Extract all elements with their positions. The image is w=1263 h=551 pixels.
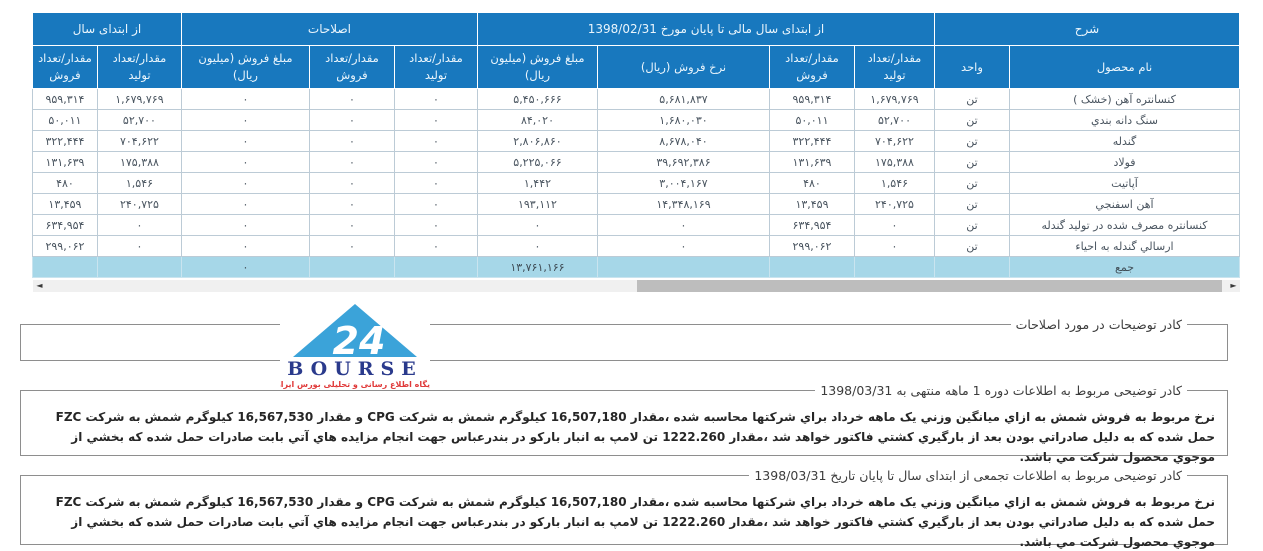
value-cell: ۶۳۴,۹۵۴ [769,215,854,236]
value-cell: تن [934,89,1009,110]
value-cell [97,257,181,278]
col-header-corr-sales: مقدار/تعداد فروش [309,46,394,89]
col-header-corr-sale-amount: مبلغ فروش (میلیون ریال) [181,46,309,89]
value-cell: ۰ [394,194,477,215]
value-cell: ۰ [394,110,477,131]
col-header-ytd-production: مقدار/تعداد تولید [97,46,181,89]
value-cell [934,257,1009,278]
value-cell: ۰ [181,110,309,131]
value-cell: ۰ [97,215,181,236]
value-cell: ۴۸۰ [32,173,97,194]
group-header-year-to-date: از ابتدای سال [32,13,181,46]
value-cell: ۱۷۵,۳۸۸ [854,152,934,173]
value-cell: ۳۲۲,۴۴۴ [769,131,854,152]
value-cell: ۱۷۵,۳۸۸ [97,152,181,173]
col-header-period-sale-rate: نرخ فروش (ریال) [597,46,769,89]
value-cell: ۰ [309,194,394,215]
col-header-period-sales: مقدار/تعداد فروش [769,46,854,89]
value-cell [769,257,854,278]
value-cell: ۳,۰۰۴,۱۶۷ [597,173,769,194]
product-name-cell: ارسالي گندله به احیاء [1010,236,1240,257]
value-cell: ۲۹۹,۰۶۲ [32,236,97,257]
value-cell: ۱۳۱,۶۳۹ [769,152,854,173]
monthly-period-comment-text: نرخ مربوط به فروش شمش به ازاي میانگین وزني یک ماهه خرداد براي شرکتها محاسبه شده ،مقدار 16,507,180 کیلوگرم شمش به شرکت CPG و مقدار 16,567,530 کیلوگرم شمش به شرکت FZC حمل شده که به دلیل صادراتي بودن بعد از بارگیري کشتي فاکتور خواهد شد ،مقدار 1222.260 تن لامپ به انبار بارکو در بندرعباس جهت انجام مزایده هاي آتي بابت صادرات حمل شده که بخشي از موجوي محصول شرکت مي باشد. [55,410,1215,464]
product-name-cell: فولاد [1010,152,1240,173]
col-header-corr-production: مقدار/تعداد تولید [394,46,477,89]
value-cell: ۵۲,۷۰۰ [97,110,181,131]
corrections-comment-text [21,332,1227,341]
value-cell: ۰ [394,236,477,257]
value-cell: ۰ [181,173,309,194]
value-cell: ۰ [394,131,477,152]
value-cell: ۰ [309,215,394,236]
value-cell: ۰ [394,215,477,236]
value-cell: ۰ [309,173,394,194]
value-cell: ۵۲,۷۰۰ [854,110,934,131]
value-cell: ۲۴۰,۷۲۵ [97,194,181,215]
value-cell: ۱,۶۷۹,۷۶۹ [97,89,181,110]
value-cell: ۰ [181,236,309,257]
value-cell: تن [934,236,1009,257]
value-cell: ۹۵۹,۳۱۴ [32,89,97,110]
value-cell: ۰ [309,152,394,173]
value-cell: ۱,۶۷۹,۷۶۹ [854,89,934,110]
value-cell: ۱,۵۴۶ [854,173,934,194]
scroll-left-arrow-icon[interactable]: ◄ [36,281,43,290]
value-cell: ۵۰,۰۱۱ [769,110,854,131]
logo-24-number: 24 [332,319,386,363]
products-report-table [32,12,1240,278]
col-header-unit: واحد [934,46,1009,89]
product-name-cell: آهن اسفنجي [1010,194,1240,215]
value-cell [597,257,769,278]
value-cell: ۱,۴۴۲ [477,173,597,194]
logo-bourse-wordmark: BOURSE [287,358,423,380]
value-cell: ۰ [477,236,597,257]
table-row [32,152,1239,173]
col-header-product-name: نام محصول [1010,46,1240,89]
product-name-cell: جمع [1010,257,1240,278]
value-cell: ۲۹۹,۰۶۲ [769,236,854,257]
value-cell: ۰ [97,236,181,257]
value-cell: ۱۳,۴۵۹ [32,194,97,215]
table-row [32,194,1239,215]
value-cell: تن [934,194,1009,215]
value-cell: ۰ [597,236,769,257]
cumulative-comment-box-legend: کادر توضیحی مربوط به اطلاعات تجمعی از ابتدای سال تا پایان تاریخ 1398/03/31 [754,468,1182,483]
product-name-cell: کنسانتره مصرف شده در تولید گندله [1010,215,1240,236]
table-row [32,89,1239,110]
value-cell: ۰ [181,131,309,152]
value-cell: ۸,۶۷۸,۰۴۰ [597,131,769,152]
bourse24-logo-graphic [280,300,430,390]
value-cell [309,257,394,278]
group-header-corrections: اصلاحات [181,13,477,46]
value-cell: ۰ [477,215,597,236]
group-header-description: شرح [934,13,1239,46]
value-cell: ۶۳۴,۹۵۴ [32,215,97,236]
scroll-right-arrow-icon[interactable]: ► [1230,281,1237,290]
value-cell: ۵,۴۵۰,۶۶۶ [477,89,597,110]
value-cell: ۴۸۰ [769,173,854,194]
value-cell: ۷۰۴,۶۲۲ [854,131,934,152]
cumulative-comment-text: نرخ مربوط به فروش شمش به ازاي میانگین وزني یک ماهه خرداد براي شرکتها محاسبه شده ،مقدار 16,507,180 کیلوگرم شمش به شرکت CPG و مقدار 16,567,530 کیلوگرم شمش به شرکت FZC حمل شده که به دلیل صادراتي بودن بعد از بارگیري کشتي فاکتور خواهد شد ،مقدار 1222.260 تن لامپ به انبار بارکو در بندرعباس جهت انجام مزایده هاي آتي بابت صادرات حمل شده که بخشي از موجوي محصول شرکت مي باشد. [55,495,1215,549]
group-header-period-to-1398-02-31: از ابتدای سال مالی تا پایان مورخ 1398/02/31 [477,13,934,46]
monthly-period-comment-box [20,383,1228,464]
col-header-ytd-sales: مقدار/تعداد فروش [32,46,97,89]
value-cell: ۰ [854,215,934,236]
value-cell: تن [934,110,1009,131]
value-cell: تن [934,152,1009,173]
logo-subtitle-text: پایگاه اطلاع رسانی و تحلیلی بورس ایران [280,380,430,389]
value-cell: ۵,۶۸۱,۸۳۷ [597,89,769,110]
table-row [32,131,1239,152]
value-cell: ۵۰,۰۱۱ [32,110,97,131]
value-cell: ۱,۶۸۰,۰۳۰ [597,110,769,131]
value-cell: ۱,۵۴۶ [97,173,181,194]
value-cell: ۰ [394,152,477,173]
value-cell: ۰ [181,194,309,215]
value-cell: ۰ [309,131,394,152]
value-cell: ۰ [181,152,309,173]
value-cell: ۰ [394,173,477,194]
value-cell [32,257,97,278]
value-cell: ۲,۸۰۶,۸۶۰ [477,131,597,152]
value-cell: ۰ [309,89,394,110]
value-cell [394,257,477,278]
value-cell: ۳۹,۶۹۲,۳۸۶ [597,152,769,173]
table-row [32,173,1239,194]
value-cell: ۱۳,۷۶۱,۱۶۶ [477,257,597,278]
value-cell [854,257,934,278]
value-cell: ۳۲۲,۴۴۴ [32,131,97,152]
corrections-comment-box [20,317,1228,361]
product-name-cell: آپاتیت [1010,173,1240,194]
value-cell: ۵,۲۲۵,۰۶۶ [477,152,597,173]
value-cell: ۰ [181,215,309,236]
table-row [32,236,1239,257]
value-cell: تن [934,131,1009,152]
table-row [32,215,1239,236]
corrections-comment-box-legend: کادر توضیحات در مورد اصلاحات [1015,317,1182,332]
value-cell: تن [934,215,1009,236]
bourse24-logo [280,300,430,390]
value-cell: ۸۴,۰۲۰ [477,110,597,131]
value-cell: ۷۰۴,۶۲۲ [97,131,181,152]
value-cell: تن [934,173,1009,194]
value-cell: ۱۳۱,۶۳۹ [32,152,97,173]
col-header-period-sale-amount: مبلغ فروش (میلیون ریال) [477,46,597,89]
scrollbar-thumb[interactable] [637,280,1222,292]
value-cell: ۱۳,۴۵۹ [769,194,854,215]
col-header-period-production: مقدار/تعداد تولید [854,46,934,89]
product-name-cell: سنگ دانه بندي [1010,110,1240,131]
product-name-cell: گندله [1010,131,1240,152]
group-header-row [32,13,1239,46]
value-cell: ۲۴۰,۷۲۵ [854,194,934,215]
value-cell: ۱۹۳,۱۱۲ [477,194,597,215]
value-cell: ۱۴,۳۴۸,۱۶۹ [597,194,769,215]
value-cell: ۰ [181,89,309,110]
product-name-cell: کنسانتره آهن (خشک ) [1010,89,1240,110]
value-cell: ۰ [854,236,934,257]
products-report-table-area [33,12,1240,278]
cumulative-comment-box [20,468,1228,549]
total-row [32,257,1239,278]
value-cell: ۰ [394,89,477,110]
horizontal-scrollbar[interactable] [33,280,1240,292]
monthly-period-comment-box-legend: کادر توضیحی مربوط به اطلاعات دوره 1 ماهه منتهی به 1398/03/31 [820,383,1182,398]
column-header-row [32,46,1239,89]
value-cell: ۰ [181,257,309,278]
table-row [32,110,1239,131]
value-cell: ۰ [309,110,394,131]
value-cell: ۹۵۹,۳۱۴ [769,89,854,110]
value-cell: ۰ [597,215,769,236]
value-cell: ۰ [309,236,394,257]
table-body [32,89,1239,278]
